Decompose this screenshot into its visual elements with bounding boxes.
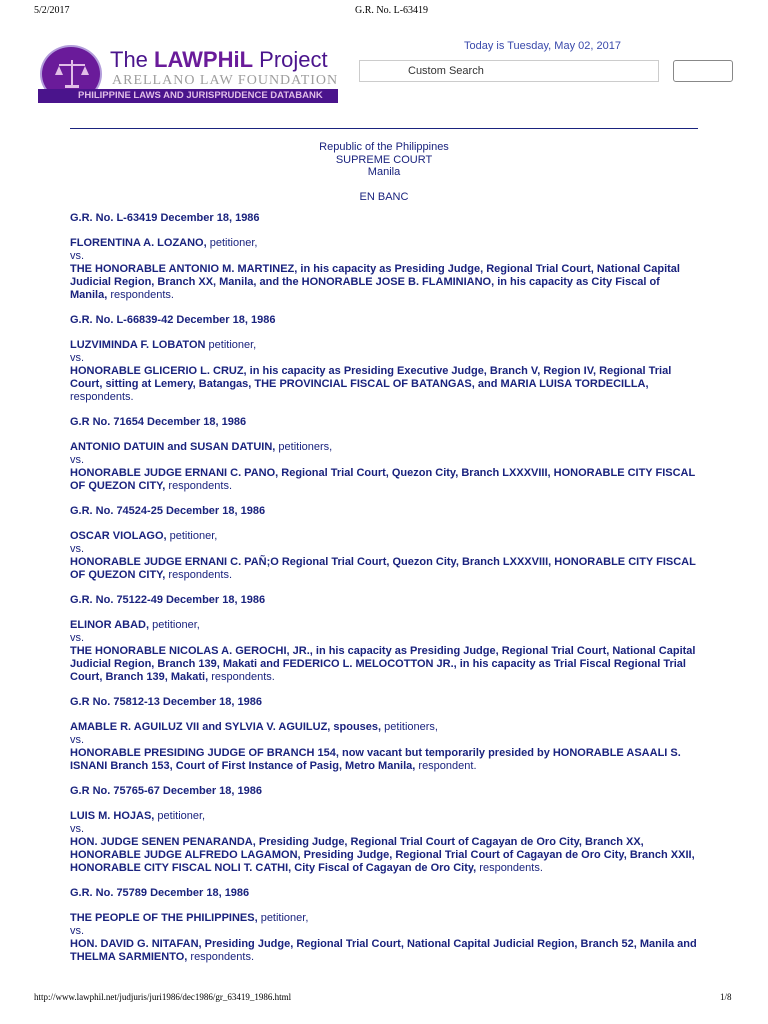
petitioner-name: THE PEOPLE OF THE PHILIPPINES, bbox=[70, 912, 258, 924]
case-number: G.R No. 75812-13 December 18, 1986 bbox=[70, 696, 263, 708]
page-url: http://www.lawphil.net/judjuris/juri1986/dec1986/gr_63419_1986.html bbox=[34, 992, 292, 1002]
case-parties bbox=[70, 721, 698, 773]
case-parties bbox=[70, 441, 698, 493]
today-date: Today is Tuesday, May 02, 2017 bbox=[464, 40, 621, 52]
case-number: G.R No. 71654 December 18, 1986 bbox=[70, 416, 247, 428]
petitioner-name: OSCAR VIOLAGO, bbox=[70, 530, 167, 542]
case-parties bbox=[70, 619, 698, 684]
respondent-name: THE HONORABLE ANTONIO M. MARTINEZ, in his capacity as Presiding Judge, Regional Trial Court, National Capital Judicial Region, Branch XX, Manila, and the HONORABLE JOSE B. FLAMINIANO, in his capacity as City Fiscal of Manila, bbox=[70, 263, 680, 301]
respondent-name: THE HONORABLE NICOLAS A. GEROCHI, JR., in his capacity as Presiding Judge, Regional Trial Court, National Capital Judicial Region, Branch 139, Makati and FEDERICO L. MELOCOTTON JR., in his capacity as Trial Fiscal Regional Trial Court, Branch 139, Makati, bbox=[70, 645, 696, 683]
search-button[interactable] bbox=[673, 60, 733, 82]
heading-city: Manila bbox=[367, 166, 401, 178]
versus: vs. bbox=[70, 352, 85, 364]
versus: vs. bbox=[70, 632, 85, 644]
case-number: G.R No. 75765-67 December 18, 1986 bbox=[70, 785, 263, 797]
respondent-role: respondents. bbox=[165, 569, 232, 581]
respondent-role: respondent. bbox=[415, 760, 477, 772]
heading-division: EN BANC bbox=[359, 191, 409, 203]
page-number: 1/8 bbox=[720, 992, 732, 1002]
print-header bbox=[0, 0, 768, 20]
petitioner-name: ELINOR ABAD, bbox=[70, 619, 150, 631]
petitioner-name: LUZVIMINDA F. LOBATON bbox=[70, 339, 206, 351]
divider bbox=[70, 128, 698, 129]
search-label: Custom Search bbox=[408, 65, 484, 77]
petitioner-name: FLORENTINA A. LOZANO, bbox=[70, 237, 207, 249]
petitioner-name: AMABLE R. AGUILUZ VII and SYLVIA V. AGUILUZ, spouses, bbox=[70, 721, 382, 733]
case-number: G.R. No. L-63419 December 18, 1986 bbox=[70, 212, 260, 224]
respondent-role: respondents. bbox=[187, 951, 254, 963]
logo-subtitle: ARELLANO LAW FOUNDATION bbox=[112, 73, 339, 88]
logo-band: PHILIPPINE LAWS AND JURISPRUDENCE DATABANK bbox=[38, 89, 338, 103]
respondent-name: HONORABLE JUDGE ERNANI C. PAÑ;O Regional Trial Court, Quezon City, Branch LXXXVIII, HONORABLE CITY FISCAL OF QUEZON CITY, bbox=[70, 556, 696, 581]
respondent-name: HONORABLE PRESIDING JUDGE OF BRANCH 154, now vacant but temporarily presided by HONORABLE ASAALI S. ISNANI Branch 153, Court of First Instance of Pasig, Metro Manila, bbox=[70, 747, 681, 772]
respondent-role: respondents. bbox=[476, 862, 543, 874]
respondent-name: HON. JUDGE SENEN PENARANDA, Presiding Judge, Regional Trial Court of Cagayan de Oro City, Branch XX, HONORABLE JUDGE ALFREDO LAGAMON, Presiding Judge, Regional Trial Court of Cagayan de Oro City, Branch XXII, HONORABLE CITY FISCAL NOLI T. CATHI, City Fiscal of Cagayan de Oro City, bbox=[70, 836, 695, 874]
respondent-name: HON. DAVID G. NITAFAN, Presiding Judge, Regional Trial Court, National Capital Judicial Region, Branch 52, Manila and THELMA SARMIENTO, bbox=[70, 938, 697, 963]
petitioner-role: petitioner, bbox=[154, 810, 206, 822]
versus: vs. bbox=[70, 543, 85, 555]
versus: vs. bbox=[70, 454, 85, 466]
respondent-name: HONORABLE JUDGE ERNANI C. PANO, Regional Trial Court, Quezon City, Branch LXXXVIII, HONORABLE CITY FISCAL OF QUEZON CITY, bbox=[70, 467, 696, 492]
versus: vs. bbox=[70, 925, 85, 937]
case-number: G.R. No. 75122-49 December 18, 1986 bbox=[70, 594, 266, 606]
versus: vs. bbox=[70, 734, 85, 746]
heading-republic: Republic of the Philippines bbox=[319, 141, 449, 153]
case-parties bbox=[70, 912, 698, 964]
respondent-role: respondents. bbox=[208, 671, 275, 683]
lawphil-logo[interactable] bbox=[38, 43, 338, 105]
respondent-role: respondents. bbox=[70, 391, 134, 403]
heading-court: SUPREME COURT bbox=[335, 154, 433, 166]
petitioner-name: ANTONIO DATUIN and SUSAN DATUIN, bbox=[70, 441, 276, 453]
case-number: G.R. No. 74524-25 December 18, 1986 bbox=[70, 505, 266, 517]
petitioner-role: petitioner, bbox=[149, 619, 200, 631]
case-parties bbox=[70, 530, 698, 582]
petitioner-role: petitioner, bbox=[166, 530, 218, 542]
versus: vs. bbox=[70, 250, 85, 262]
petitioner-role: petitioner, bbox=[257, 912, 309, 924]
respondent-name: HONORABLE GLICERIO L. CRUZ, in his capacity as Presiding Executive Judge, Branch V, Region IV, Regional Trial Court, sitting at Lemery, Batangas, THE PROVINCIAL FISCAL OF BATANGAS, and MARIA LUISA TORDECILLA, bbox=[70, 365, 672, 390]
case-parties bbox=[70, 810, 698, 875]
print-date: 5/2/2017 bbox=[34, 5, 70, 16]
case-parties bbox=[70, 237, 698, 302]
petitioner-role: petitioner, bbox=[206, 237, 258, 249]
search-input[interactable] bbox=[359, 60, 659, 82]
print-title: G.R. No. L-63419 bbox=[355, 5, 429, 16]
petitioner-role: petitioners, bbox=[381, 721, 438, 733]
respondent-role: respondents. bbox=[165, 480, 232, 492]
petitioner-name: LUIS M. HOJAS, bbox=[70, 810, 155, 822]
case-number: G.R. No. 75789 December 18, 1986 bbox=[70, 887, 250, 899]
respondent-role: respondents. bbox=[107, 289, 174, 301]
case-list bbox=[70, 212, 698, 976]
versus: vs. bbox=[70, 823, 85, 835]
case-parties bbox=[70, 339, 698, 404]
logo-title: The LAWPHiL Project bbox=[110, 47, 328, 72]
petitioner-role: petitioner, bbox=[205, 339, 257, 351]
case-number: G.R. No. L-66839-42 December 18, 1986 bbox=[70, 314, 276, 326]
petitioner-role: petitioners, bbox=[275, 441, 333, 453]
